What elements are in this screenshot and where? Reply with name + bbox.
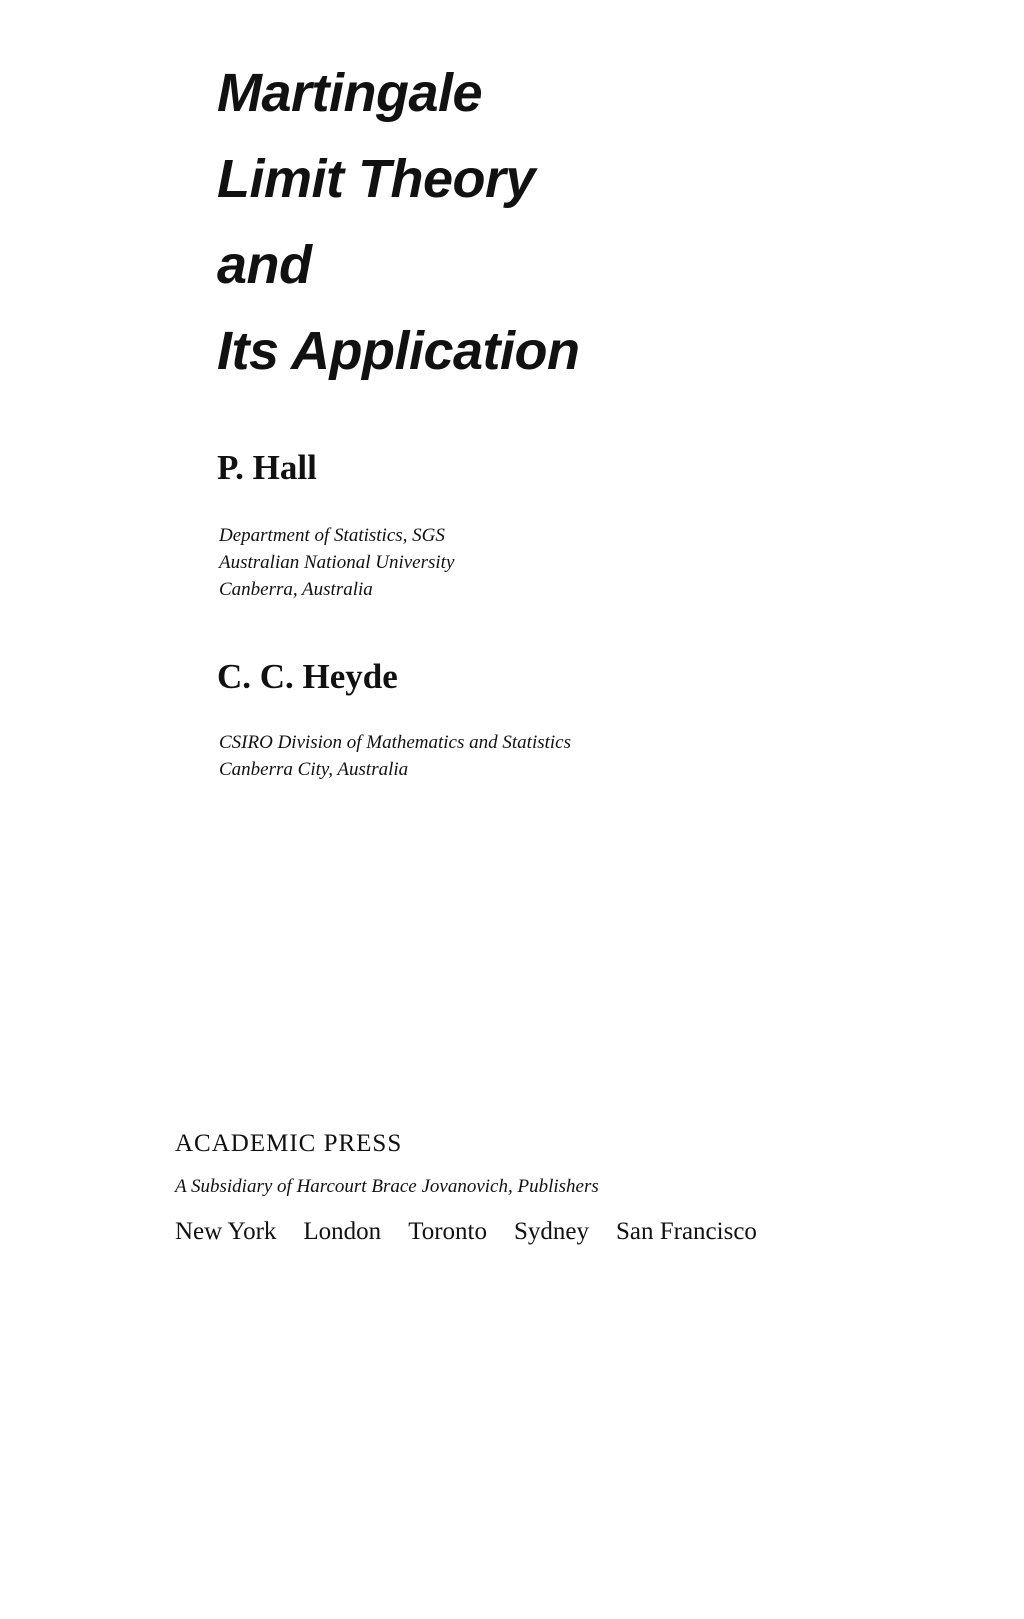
- author-name-heyde: C. C. Heyde: [217, 657, 398, 696]
- title-line-1: Martingale: [217, 63, 483, 123]
- title-line-2: Limit Theory: [217, 149, 536, 209]
- affiliation-line: CSIRO Division of Mathematics and Statistics: [219, 732, 572, 753]
- city-new-york: New York: [175, 1218, 277, 1245]
- city-london: London: [303, 1218, 382, 1245]
- city-sydney: Sydney: [513, 1218, 589, 1245]
- publisher-cities: [175, 1218, 757, 1246]
- author-name-hall: P. Hall: [217, 448, 317, 487]
- city-toronto: Toronto: [408, 1218, 487, 1245]
- book-title: [217, 50, 580, 394]
- city-san-francisco: San Francisco: [615, 1218, 757, 1245]
- author-affiliation-hall: [219, 522, 454, 603]
- affiliation-line: Canberra City, Australia: [219, 759, 409, 780]
- title-line-4: Its Application: [217, 321, 580, 381]
- publisher-name: ACADEMIC PRESS: [175, 1130, 403, 1157]
- publisher-subsidiary: A Subsidiary of Harcourt Brace Jovanovich, Publishers: [175, 1176, 599, 1197]
- author-affiliation-heyde: [219, 729, 571, 783]
- affiliation-line: Canberra, Australia: [219, 579, 373, 600]
- affiliation-line: Department of Statistics, SGS: [219, 525, 445, 546]
- affiliation-line: Australian National University: [219, 552, 455, 573]
- title-line-3: and: [217, 235, 312, 295]
